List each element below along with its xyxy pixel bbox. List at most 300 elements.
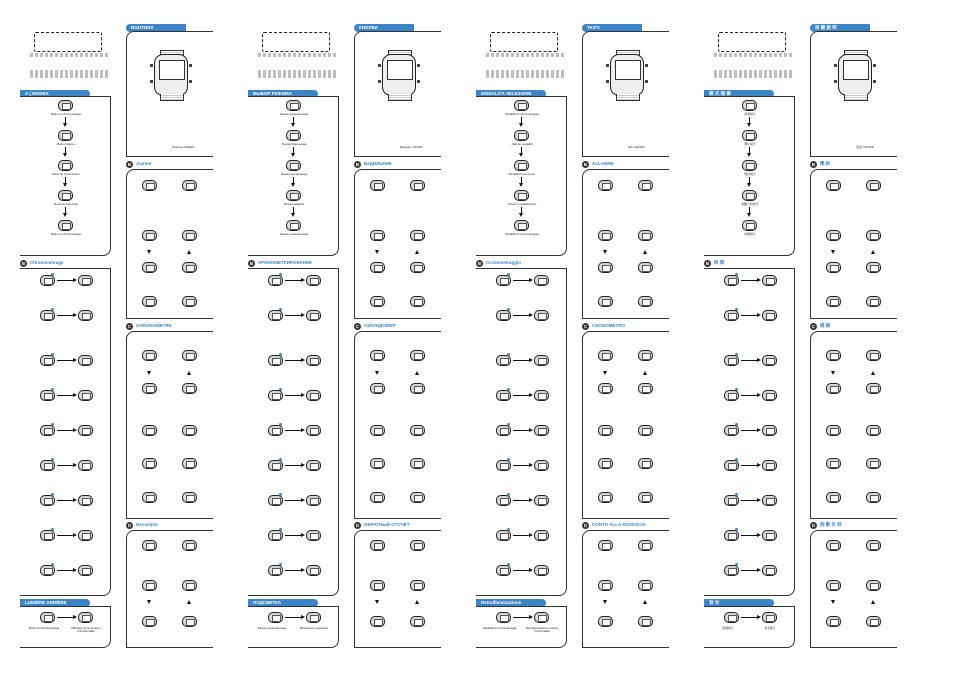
arrow-stem (513, 315, 529, 316)
button-indicator (51, 563, 54, 566)
section-d-title: CONTO ALLA ROVESCIA (592, 522, 646, 527)
watch-icon (496, 565, 511, 576)
arrow-up-icon (187, 371, 191, 375)
countdown-section (126, 530, 213, 648)
arrow-down-icon (831, 371, 835, 375)
arrow-up-icon (643, 600, 647, 604)
watch-icon (268, 460, 283, 471)
watch-icon (762, 390, 777, 401)
button-indicator (735, 353, 738, 356)
watch-icon (826, 262, 841, 273)
button-indicator (507, 528, 510, 531)
mode-label: Tempo e modalità Fissi (507, 202, 537, 206)
section-b-title: БУДИЛЬНИК (364, 161, 392, 166)
watch-button-icon (873, 80, 876, 83)
countdown-section (582, 530, 669, 648)
button-indicator (507, 308, 510, 311)
section-c-title: CHRONOMETRE (136, 323, 172, 328)
section-d-title: 倒 數 計 時 (820, 522, 842, 527)
watch-icon (762, 460, 777, 471)
section-c-title: 碼 錶 (820, 323, 831, 328)
section-b-badge: B (355, 162, 360, 167)
watch-icon (598, 492, 613, 503)
alarm-section (354, 169, 441, 319)
alarm-section (126, 169, 213, 319)
watch-icon (40, 355, 55, 366)
arrow-up-icon (187, 600, 191, 604)
arrow-up-icon (871, 371, 875, 375)
watch-icon (724, 460, 739, 471)
watch-icon (866, 230, 881, 241)
arrow-right-icon (757, 568, 761, 572)
section-c-badge: C (583, 324, 588, 329)
arrow-right-icon (73, 393, 77, 397)
timekeeping-section (248, 268, 339, 596)
watch-icon (286, 220, 301, 231)
arrow-up-icon (187, 250, 191, 254)
arrow-stem (57, 500, 73, 501)
arrow-right-icon (73, 463, 77, 467)
watch-icon (286, 160, 301, 171)
watch-icon (638, 492, 653, 503)
watch-icon (40, 460, 55, 471)
arrow-right-icon (301, 278, 305, 282)
watch-icon (182, 580, 197, 591)
countdown-section (354, 530, 441, 648)
footer-label: 背光顯示 (764, 626, 776, 630)
watch-icon (142, 350, 157, 361)
arrow-up-icon (415, 250, 419, 254)
button-indicator (279, 308, 282, 311)
watch-icon (762, 530, 777, 541)
cover-scribble (258, 53, 336, 57)
watch-icon (268, 425, 283, 436)
button-indicator (507, 458, 510, 461)
watch-icon (410, 383, 425, 394)
watch-face (159, 60, 185, 80)
watch-icon (182, 350, 197, 361)
watch-button-icon (417, 80, 420, 83)
strap-bottom (160, 94, 184, 101)
watch-icon (268, 275, 283, 286)
section-d-title: Décompte (136, 522, 158, 527)
watch-icon (826, 180, 841, 191)
watch-icon (866, 425, 881, 436)
button-indicator (279, 423, 282, 426)
manual-page-it (476, 0, 666, 674)
strap-bottom (844, 94, 868, 101)
button-indicator (507, 423, 510, 426)
mode-label: 時間模式 (744, 112, 756, 116)
watch-icon (306, 460, 321, 471)
button-indicator (735, 423, 738, 426)
watch-icon (370, 492, 385, 503)
cover-scribble (486, 74, 564, 78)
watch-icon (742, 130, 757, 141)
watch-icon (762, 310, 777, 321)
watch-icon (370, 540, 385, 551)
arrow-right-icon (73, 358, 77, 362)
arrow-up-icon (415, 371, 419, 375)
watch-icon (534, 565, 549, 576)
watch-icon (370, 425, 385, 436)
right-column (120, 0, 212, 674)
watch-icon (724, 310, 739, 321)
arrow-stem (513, 360, 529, 361)
watch-icon (496, 495, 511, 506)
watch-icon (866, 616, 881, 627)
watch-icon (534, 460, 549, 471)
section-d-badge: D (811, 523, 816, 528)
watch-icon (826, 616, 841, 627)
watch-icon (534, 425, 549, 436)
watch-icon (370, 180, 385, 191)
watch-button-icon (645, 80, 648, 83)
watch-icon (742, 160, 757, 171)
watch-button-icon (606, 64, 609, 67)
arrow-stem (513, 395, 529, 396)
watch-icon (142, 580, 157, 591)
arrow-down-icon (63, 183, 67, 187)
watch-icon (40, 495, 55, 506)
watch-icon (496, 612, 511, 623)
section-b-badge: B (583, 162, 588, 167)
cover-scribble (258, 74, 336, 78)
cover-box (254, 26, 340, 78)
watch-icon (598, 425, 613, 436)
section-b-badge: B (477, 261, 482, 266)
arrow-stem (513, 535, 529, 536)
watch-icon (534, 530, 549, 541)
watch-button-icon (150, 80, 153, 83)
watch-icon (534, 275, 549, 286)
watch-icon (598, 580, 613, 591)
watch-icon (410, 492, 425, 503)
watch-icon (826, 492, 841, 503)
button-indicator (279, 493, 282, 496)
arrow-stem (741, 617, 757, 618)
cover-scribble (30, 74, 108, 78)
watch-icon (370, 230, 385, 241)
watch-icon (496, 390, 511, 401)
mode-label: Mode du chronomètre (52, 172, 80, 176)
section-d-title: ОБРАТНЫЙ ОТСЧЁТ (364, 522, 410, 527)
arrow-right-icon (73, 278, 77, 282)
watch-icon (496, 530, 511, 541)
watch-icon (142, 296, 157, 307)
arrow-stem (285, 617, 301, 618)
footer-label: 時間模式 (722, 626, 734, 630)
watch-icon (268, 310, 283, 321)
arrow-stem (741, 500, 757, 501)
watch-icon (598, 296, 613, 307)
section-d-badge: D (127, 523, 132, 528)
watch-icon (142, 425, 157, 436)
footer-label: Affichage de la lumière / Fonctionnalité (71, 626, 101, 633)
arrow-down-icon (603, 600, 607, 604)
button-indicator (735, 273, 738, 276)
watch-icon (638, 425, 653, 436)
arrow-down-icon (519, 123, 523, 127)
button-indicator (51, 388, 54, 391)
watch-icon (40, 390, 55, 401)
section-c-badge: C (127, 324, 132, 329)
watch-icon (724, 390, 739, 401)
watch-icon (182, 180, 197, 191)
watch-icon (638, 580, 653, 591)
watch-icon (826, 350, 841, 361)
watch-icon (286, 100, 301, 111)
arrow-right-icon (529, 278, 533, 282)
arrow-down-icon (747, 213, 751, 217)
mode-label: 碼錶模式 (744, 172, 756, 176)
watch-icon (534, 355, 549, 366)
button-indicator (735, 493, 738, 496)
stopwatch-section (582, 331, 669, 519)
arrow-right-icon (757, 498, 761, 502)
arrow-down-icon (375, 600, 379, 604)
mode-label: 鬧鈴模式 (744, 142, 756, 146)
arrow-down-icon (63, 123, 67, 127)
button-indicator (279, 528, 282, 531)
watch-icon (182, 425, 197, 436)
watch-face (843, 60, 869, 80)
arrow-stem (57, 395, 73, 396)
arrow-right-icon (757, 533, 761, 537)
button-indicator (51, 493, 54, 496)
timekeeping-section (704, 268, 795, 596)
arrow-up-icon (871, 250, 875, 254)
arrow-stem (285, 315, 301, 316)
arrow-stem (741, 570, 757, 571)
section-d-badge: D (583, 523, 588, 528)
cover-scribble (30, 53, 108, 57)
watch-icon (514, 100, 529, 111)
watch-icon (866, 540, 881, 551)
arrow-stem (285, 280, 301, 281)
watch-diagram (604, 50, 650, 100)
arrow-stem (741, 360, 757, 361)
arrow-up-icon (643, 371, 647, 375)
section-b-badge: B (705, 261, 710, 266)
arrow-stem (741, 430, 757, 431)
watch-icon (370, 383, 385, 394)
buttons-header: TASTI (582, 24, 642, 32)
left-column (20, 0, 118, 674)
watch-icon (78, 530, 93, 541)
button-indicator (507, 353, 510, 356)
watch-icon (58, 220, 73, 231)
watch-icon (182, 540, 197, 551)
mode-label: 時間模式 (744, 232, 756, 236)
arrow-stem (285, 360, 301, 361)
watch-icon (142, 230, 157, 241)
watch-icon (78, 355, 93, 366)
arrow-right-icon (301, 393, 305, 397)
watch-button-icon (606, 80, 609, 83)
watch-icon (78, 565, 93, 576)
watch-icon (496, 425, 511, 436)
watch-icon (370, 296, 385, 307)
watch-icon (78, 425, 93, 436)
arrow-down-icon (747, 183, 751, 187)
section-b-left-title: Cronometraggio (486, 260, 522, 265)
arrow-stem (285, 500, 301, 501)
cover-box (482, 26, 568, 78)
watch-icon (182, 458, 197, 469)
arrow-right-icon (757, 358, 761, 362)
watch-icon (410, 580, 425, 591)
watch-icon (598, 383, 613, 394)
watch-icon (826, 230, 841, 241)
watch-icon (182, 296, 197, 307)
watch-icon (598, 262, 613, 273)
watch-icon (826, 425, 841, 436)
arrow-stem (57, 315, 73, 316)
countdown-section (810, 530, 897, 648)
watch-icon (866, 492, 881, 503)
dashed-frame (34, 32, 102, 52)
watch-icon (724, 530, 739, 541)
timekeeping-section (476, 268, 567, 596)
watch-icon (638, 262, 653, 273)
watch-icon (762, 355, 777, 366)
mode-label: Modalità di cronometraggio (505, 232, 539, 236)
watch-icon (724, 425, 739, 436)
watch-icon (370, 580, 385, 591)
watch-icon (724, 612, 739, 623)
watch-icon (598, 458, 613, 469)
arrow-down-icon (519, 153, 523, 157)
watch-icon (268, 612, 283, 623)
arrow-right-icon (301, 533, 305, 537)
button-indicator (279, 563, 282, 566)
mode-label: Allarme modalità (511, 142, 533, 146)
watch-icon (40, 310, 55, 321)
section-b-title: Alarme (136, 161, 152, 166)
arrow-down-icon (291, 183, 295, 187)
watch-icon (742, 100, 757, 111)
watch-icon (142, 458, 157, 469)
arrow-stem (513, 465, 529, 466)
watch-icon (268, 355, 283, 366)
watch-icon (370, 458, 385, 469)
watch-icon (410, 458, 425, 469)
arrow-right-icon (529, 533, 533, 537)
arrow-stem (741, 395, 757, 396)
watch-button-icon (834, 64, 837, 67)
watch-icon (370, 616, 385, 627)
watch-icon (142, 616, 157, 627)
button-indicator (51, 458, 54, 461)
alarm-section (810, 169, 897, 319)
watch-icon (534, 612, 549, 623)
mode-label: Режим секундомера (280, 172, 308, 176)
watch-icon (514, 190, 529, 201)
mode-label: Режим хронометража (279, 232, 309, 236)
section-b-badge: B (249, 261, 254, 266)
footer-label: Retroilluminazione display Funzionalità (525, 626, 559, 633)
arrow-stem (57, 430, 73, 431)
arrow-down-icon (291, 213, 295, 217)
arrow-down-icon (147, 371, 151, 375)
watch-icon (410, 230, 425, 241)
mode-label: Mode d'alarme (56, 142, 76, 146)
watch-icon (40, 275, 55, 286)
watch-icon (40, 612, 55, 623)
watch-icon (496, 355, 511, 366)
button-indicator (507, 493, 510, 496)
arrow-up-icon (871, 600, 875, 604)
section-b-left-title: 時 間 (714, 260, 725, 265)
stopwatch-section (126, 331, 213, 519)
watch-icon (268, 530, 283, 541)
watch-icon (762, 612, 777, 623)
button-indicator (51, 308, 54, 311)
watch-icon (866, 296, 881, 307)
section-b-badge: B (127, 162, 132, 167)
watch-icon (78, 310, 93, 321)
watch-icon (182, 383, 197, 394)
arrow-stem (57, 535, 73, 536)
arrow-right-icon (301, 358, 305, 362)
button-indicator (735, 458, 738, 461)
watch-icon (78, 460, 93, 471)
arrow-stem (741, 535, 757, 536)
watch-icon (306, 530, 321, 541)
cover-box (26, 26, 112, 78)
arrow-right-icon (529, 615, 533, 619)
timekeeping-section (20, 268, 111, 596)
arrow-down-icon (291, 153, 295, 157)
arrow-right-icon (73, 615, 77, 619)
watch-icon (598, 230, 613, 241)
arrow-right-icon (757, 393, 761, 397)
button-indicator (735, 388, 738, 391)
arrow-right-icon (301, 428, 305, 432)
mode-label: Mode du chronométrage (50, 112, 82, 116)
arrow-right-icon (757, 278, 761, 282)
arrow-stem (741, 315, 757, 316)
footer-label: Mode du chronométrage (28, 626, 60, 630)
arrow-stem (513, 570, 529, 571)
arrow-stem (741, 465, 757, 466)
watch-icon (410, 296, 425, 307)
arrow-right-icon (529, 463, 533, 467)
watch-icon (370, 262, 385, 273)
arrow-up-icon (643, 250, 647, 254)
watch-icon (286, 130, 301, 141)
left-column (704, 0, 802, 674)
watch-icon (638, 350, 653, 361)
arrow-right-icon (529, 393, 533, 397)
arrow-right-icon (73, 428, 77, 432)
section-b-badge: B (21, 261, 26, 266)
mode-header: 模 式 選 擇 (704, 90, 774, 98)
arrow-right-icon (529, 568, 533, 572)
arrow-down-icon (63, 153, 67, 157)
watch-icon (638, 616, 653, 627)
watch-icon (182, 230, 197, 241)
mode-header: A ( MODES (20, 90, 90, 98)
footer-label: Режим хронометража (257, 626, 287, 630)
button-indicator (51, 273, 54, 276)
watch-icon (268, 390, 283, 401)
arrow-right-icon (301, 498, 305, 502)
watch-icon (410, 540, 425, 551)
section-c-badge: C (355, 324, 360, 329)
cover-scribble (714, 53, 792, 57)
